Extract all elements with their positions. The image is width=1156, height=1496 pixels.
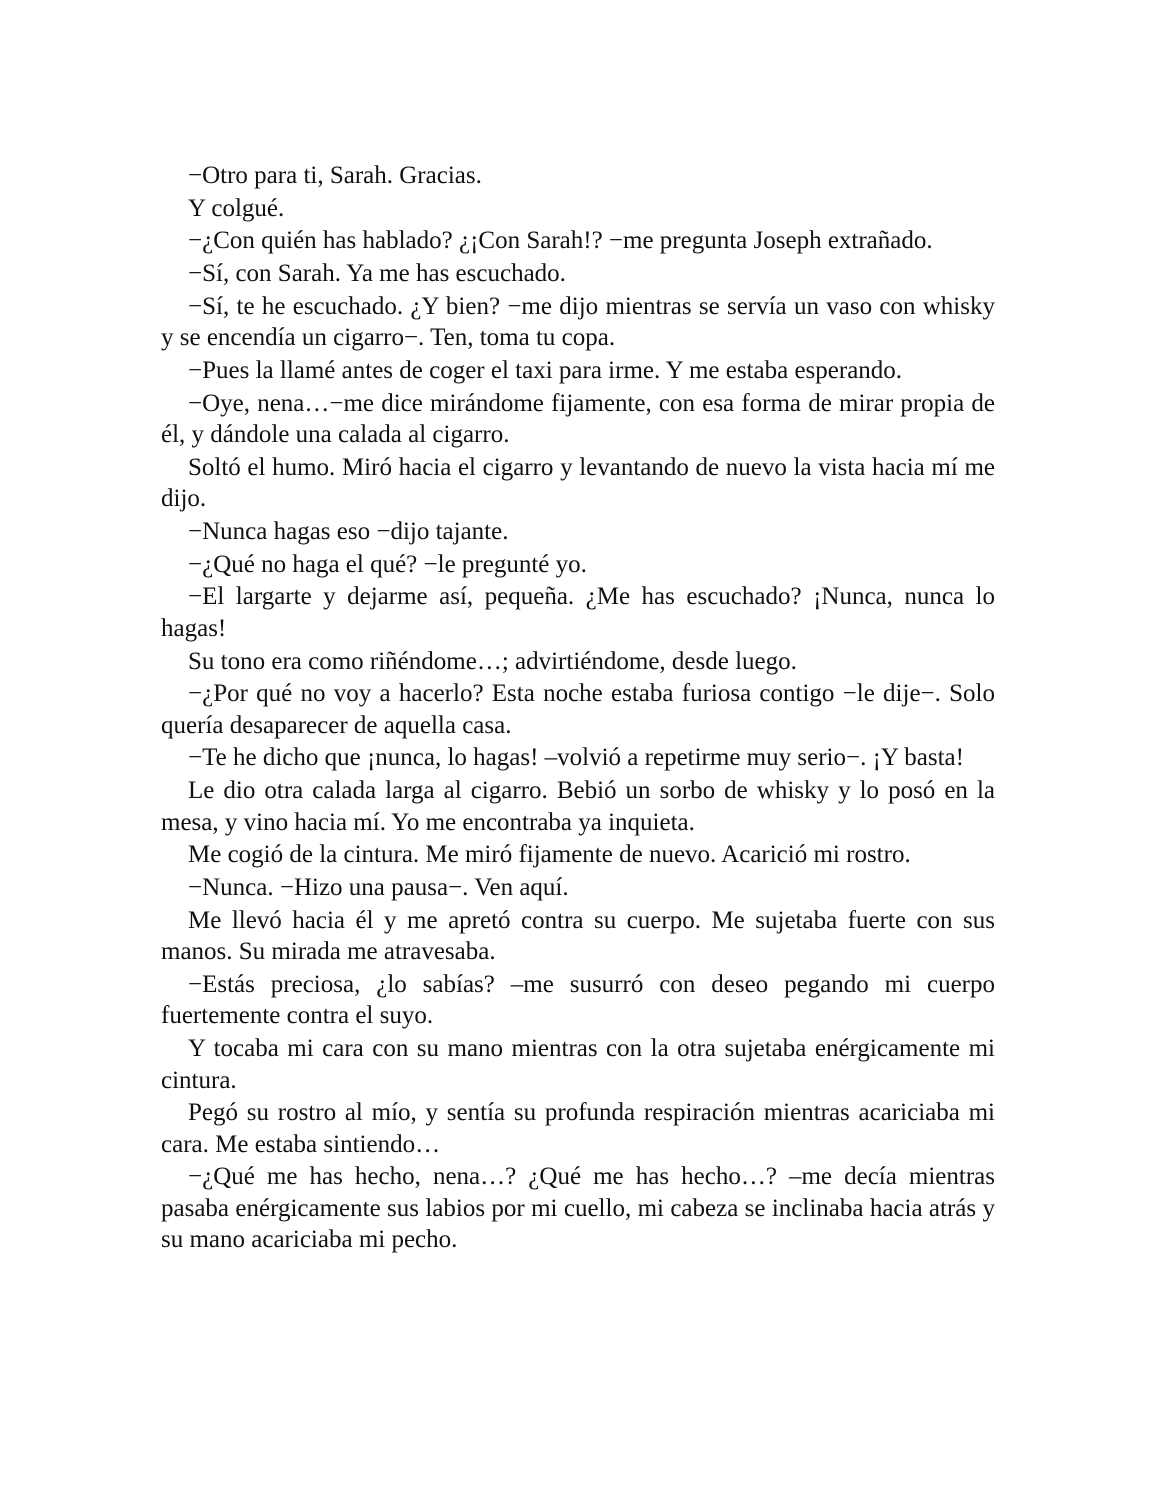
paragraph: −Pues la llamé antes de coger el taxi para irme. Y me estaba esperando. (188, 356, 903, 384)
paragraph: −Oye, nena…−me dice mirándome fijamente, con esa forma de mirar propia de él, y dándole una calada al cigarro. (161, 389, 995, 449)
paragraph: Me llevó hacia él y me apretó contra su cuerpo. Me sujetaba fuerte con sus manos. Su mirada me atravesaba. (161, 906, 995, 966)
paragraph: Soltó el humo. Miró hacia el cigarro y levantando de nuevo la vista hacia mí me dijo. (161, 453, 995, 513)
paragraph: −Sí, con Sarah. Ya me has escuchado. (188, 260, 566, 288)
paragraph: −¿Qué no haga el qué? −le pregunté yo. (188, 550, 587, 578)
paragraph: Le dio otra calada larga al cigarro. Bebió un sorbo de whisky y lo posó en la mesa, y vino hacia mí. Yo me encontraba ya inquieta. (161, 777, 995, 836)
paragraph: −¿Con quién has hablado? ¿¡Con Sarah!? −me pregunta Joseph extrañado. (188, 227, 933, 255)
paragraph: −¿Qué me has hecho, nena…? ¿Qué me has hecho…? –me decía mientras pasaba enérgicamente sus labios por mi cuello, mi cabeza se inclinaba hacia atrás y su mano acariciaba mi pecho. (161, 1163, 995, 1254)
paragraph: Su tono era como riñéndome…; advirtiéndome, desde luego. (188, 647, 797, 675)
book-page (161, 160, 995, 1257)
paragraph: −Sí, te he escuchado. ¿Y bien? −me dijo mientras se servía un vaso con whisky y se encendía un cigarro−. Ten, toma tu copa. (161, 292, 995, 352)
paragraph: −Otro para ti, Sarah. Gracias. (188, 162, 482, 189)
paragraph: Pegó su rostro al mío, y sentía su profunda respiración mientras acariciaba mi cara. Me estaba sintiendo… (161, 1099, 995, 1158)
paragraph: −Estás preciosa, ¿lo sabías? –me susurró con deseo pegando mi cuerpo fuertemente contra el suyo. (161, 970, 995, 1030)
paragraph: −¿Por qué no voy a hacerlo? Esta noche estaba furiosa contigo −le dije−. Solo quería desaparecer de aquella casa. (161, 680, 995, 739)
paragraph: −El largarte y dejarme así, pequeña. ¿Me has escuchado? ¡Nunca, nunca lo hagas! (161, 583, 995, 642)
paragraph: Y tocaba mi cara con su mano mientras con la otra sujetaba enérgicamente mi cintura. (161, 1035, 995, 1094)
paragraph: Me cogió de la cintura. Me miró fijamente de nuevo. Acarició mi rostro. (188, 841, 911, 869)
paragraph: −Te he dicho que ¡nunca, lo hagas! –volvió a repetirme muy serio−. ¡Y basta! (188, 744, 964, 772)
paragraph: −Nunca. −Hizo una pausa−. Ven aquí. (188, 874, 569, 901)
paragraph: −Nunca hagas eso −dijo tajante. (188, 518, 509, 545)
paragraph: Y colgué. (188, 194, 285, 222)
